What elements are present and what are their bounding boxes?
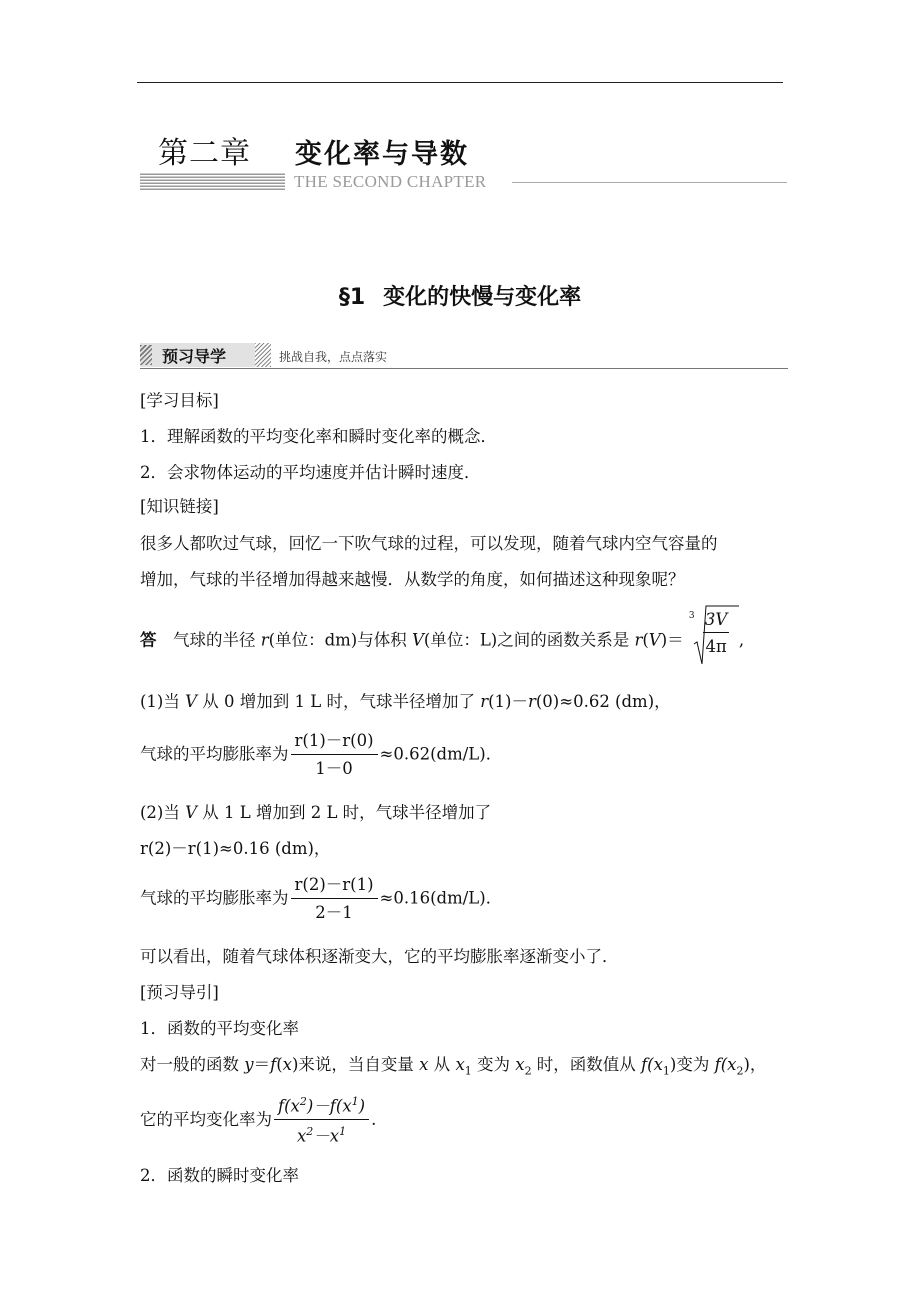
def-text: 时，函数值从 — [531, 1055, 642, 1074]
step-1 — [140, 694, 671, 711]
den-part: －x — [313, 1126, 340, 1146]
var-r: r — [260, 630, 269, 650]
superscript: 1 — [339, 1125, 347, 1138]
preview-subtitle: 挑战自我，点点落实 — [279, 350, 388, 364]
var-y: y — [244, 1055, 254, 1074]
subscript: 2 — [736, 1064, 744, 1078]
step-text: 从 0 增加到 1 L 时，气球半径增加了 — [197, 692, 481, 711]
fraction-numerator — [274, 1096, 369, 1120]
chapter-bar — [140, 172, 285, 190]
num-part: ) — [358, 1096, 366, 1116]
var-r: r — [634, 630, 643, 650]
avg-rate-end: . — [371, 1110, 377, 1129]
answer-label: 答 — [140, 630, 157, 650]
root-index: 3 — [688, 611, 695, 621]
var-f: f — [270, 1055, 277, 1074]
avg-rate-label: 它的平均变化率为 — [140, 1110, 272, 1129]
header-rule — [137, 82, 783, 83]
chapter-number: 第二章 — [158, 136, 251, 171]
root-denominator: 4π — [705, 636, 727, 656]
fraction-numerator: r(1)－r(0) — [291, 733, 378, 755]
def-text: )来说，当自变量 — [291, 1055, 420, 1074]
heading-learning-goals: [学习目标] — [140, 391, 219, 410]
chapter-english-title: THE SECOND CHAPTER — [294, 172, 487, 191]
avg-rate-definition — [140, 1096, 376, 1145]
root-numerator: 3V — [703, 612, 729, 633]
guide-item-1: 1．函数的平均变化率 — [140, 1019, 299, 1038]
stripe-mark-icon — [140, 345, 152, 365]
fraction-denominator — [274, 1120, 369, 1145]
conclusion: 可以看出，随着气球体积逐渐变大，它的平均膨胀率逐渐变小了． — [140, 947, 619, 966]
guide-item-2: 2．函数的瞬时变化率 — [140, 1166, 299, 1185]
superscript: 2 — [306, 1125, 314, 1138]
fraction-numerator: r(2)－r(1) — [291, 877, 378, 899]
subscript: 1 — [464, 1064, 472, 1078]
section-title — [0, 280, 920, 311]
heading-preview-guide: [预习导引] — [140, 983, 219, 1002]
var-v: V — [185, 692, 198, 711]
avg-rate-value: ≈0.16(dm/L)． — [379, 888, 503, 908]
var-x: x — [282, 1055, 292, 1074]
avg-rate-2 — [140, 877, 502, 921]
preview-tag-label: 预习导学 — [162, 347, 227, 366]
num-part: )－f(x — [306, 1096, 352, 1116]
section-name: 变化的快慢与变化率 — [383, 285, 582, 310]
preview-divider — [140, 368, 788, 369]
var-r: r — [527, 692, 536, 711]
avg-rate-label: 气球的平均膨胀率为 — [140, 744, 289, 764]
superscript: 1 — [351, 1095, 359, 1108]
link-text-2: 增加，气球的半径增加得越来越慢．从数学的角度，如何描述这种现象呢？ — [140, 570, 685, 589]
var-r: r — [480, 692, 489, 711]
avg-rate-value: ≈0.62(dm/L)． — [379, 744, 503, 764]
def-text: )， — [743, 1055, 767, 1074]
answer-line — [140, 610, 744, 672]
step-2 — [140, 805, 491, 822]
answer-text: (单位：L)之间的函数关系是 — [423, 630, 635, 650]
fraction — [274, 1096, 369, 1145]
answer-end: , — [738, 630, 745, 650]
den-part: x — [296, 1126, 307, 1146]
answer-text: )＝ — [660, 630, 684, 650]
cube-root — [688, 604, 739, 666]
answer-text: ( — [642, 630, 649, 650]
definition-line — [140, 1057, 766, 1076]
var-fx: f(x — [714, 1055, 737, 1074]
hatch-icon — [255, 343, 271, 367]
preview-header — [140, 343, 788, 371]
subscript: 2 — [524, 1064, 532, 1078]
var-v: V — [411, 630, 424, 650]
chapter-title: 变化率与导数 — [295, 139, 469, 170]
step-text: (2)当 — [140, 803, 186, 822]
subscript: 1 — [662, 1064, 670, 1078]
answer-text: (单位：dm)与体积 — [268, 630, 412, 650]
link-text-1: 很多人都吹过气球，回忆一下吹气球的过程，可以发现，随着气球内空气容量的 — [140, 534, 718, 553]
var-x: x — [419, 1055, 429, 1074]
fraction-denominator: 2－1 — [315, 902, 353, 922]
answer-text: 气球的半径 — [156, 630, 261, 650]
def-text: ＝ — [253, 1055, 271, 1074]
step-2-result: r(2)－r(1)≈0.16 (dm)， — [140, 839, 331, 858]
chapter-heading — [158, 128, 469, 171]
radical-sign — [693, 604, 739, 666]
def-text: 从 — [428, 1055, 456, 1074]
fraction — [291, 733, 378, 777]
var-v: V — [185, 803, 198, 822]
step-text: (1)当 — [140, 692, 186, 711]
goal-2: 2．会求物体运动的平均速度并估计瞬时速度． — [140, 463, 481, 482]
avg-rate-label: 气球的平均膨胀率为 — [140, 888, 289, 908]
avg-rate-1 — [140, 733, 502, 777]
step-text: (0)≈0.62 (dm)， — [535, 692, 671, 711]
var-x: x — [455, 1055, 465, 1074]
step-text: 从 1 L 增加到 2 L 时，气球半径增加了 — [197, 803, 492, 822]
superscript: 2 — [299, 1095, 307, 1108]
var-v: V — [648, 630, 661, 650]
num-part: f(x — [278, 1096, 300, 1116]
preview-tag — [140, 343, 265, 367]
fraction — [291, 877, 378, 921]
def-text: ( — [276, 1055, 283, 1074]
goal-1: 1．理解函数的平均变化率和瞬时变化率的概念． — [140, 427, 497, 446]
var-fx: f(x — [641, 1055, 663, 1074]
def-text: )变为 — [669, 1055, 715, 1074]
chapter-divider — [512, 182, 787, 183]
step-text: (1)－ — [488, 692, 528, 711]
section-number: §1 — [338, 285, 366, 310]
def-text: 对一般的函数 — [140, 1055, 245, 1074]
fraction-denominator: 1－0 — [315, 758, 353, 778]
var-x: x — [515, 1055, 525, 1074]
def-text: 变为 — [471, 1055, 516, 1074]
heading-knowledge-link: [知识链接] — [140, 497, 219, 516]
